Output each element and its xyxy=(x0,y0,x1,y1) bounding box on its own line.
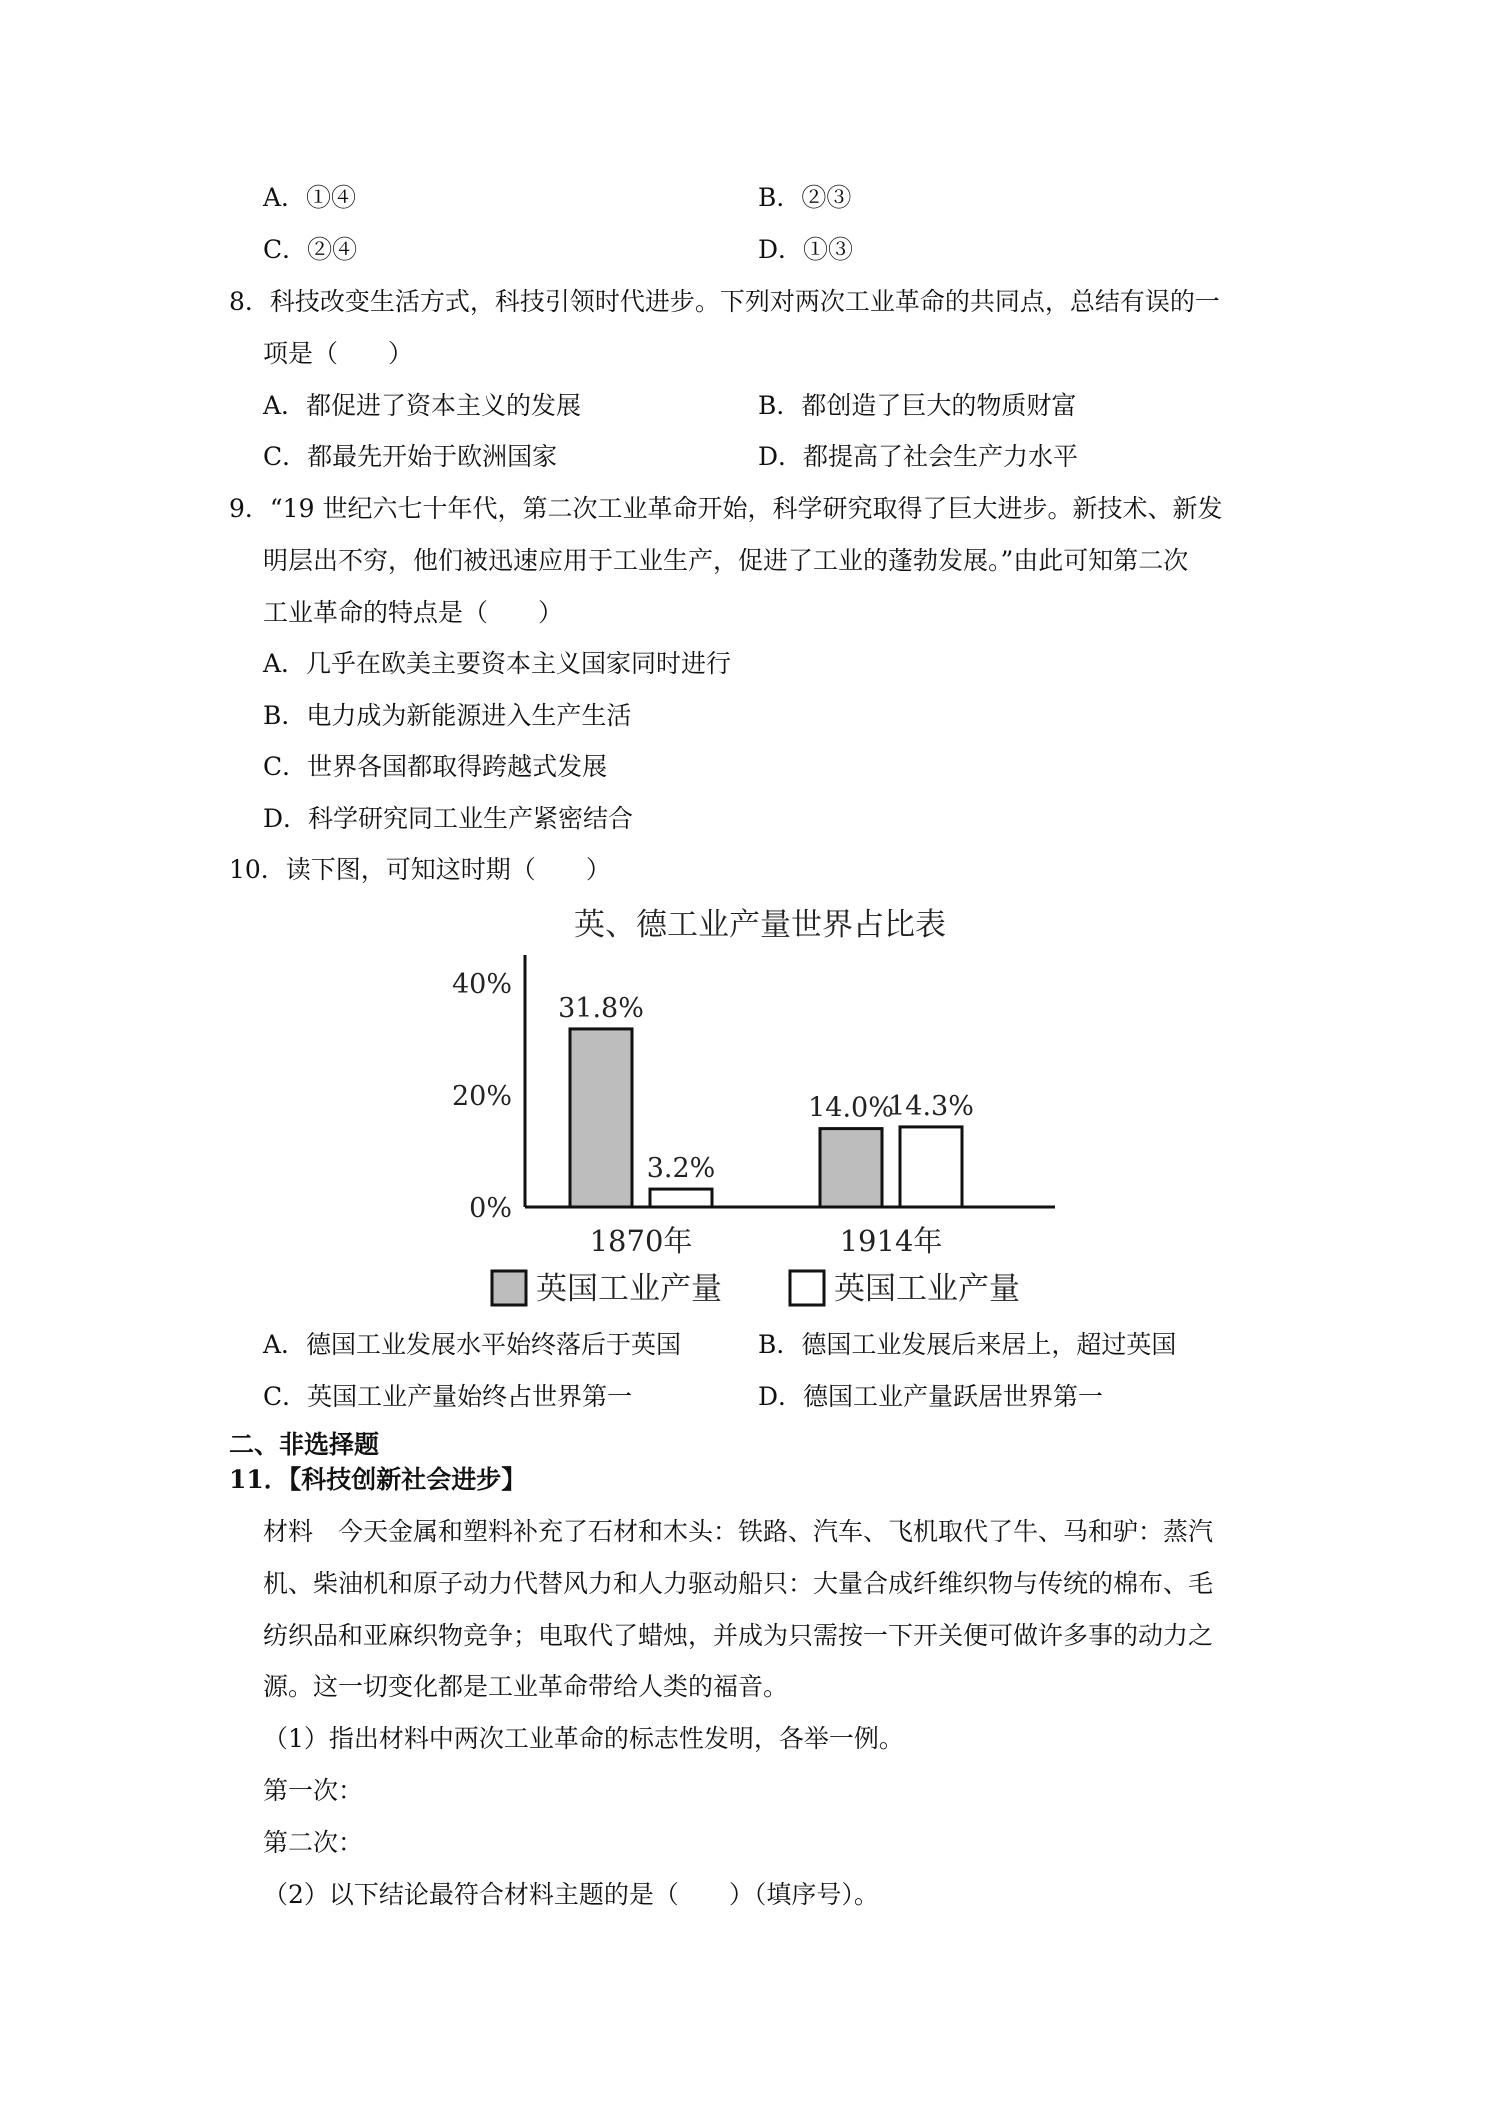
q8-stem-line1: 8．科技改变生活方式，科技引领时代进步。下列对两次工业革命的共同点，总结有误的一 xyxy=(229,287,1220,316)
bar xyxy=(650,1189,712,1207)
q10-option-a: A．德国工业发展水平始终落后于英国 xyxy=(263,1330,682,1359)
q11-subquestion-2: （2）以下结论最符合材料主题的是（ ）（填序号）。 xyxy=(263,1880,879,1909)
y-tick-label: 20% xyxy=(451,1081,512,1112)
q9-option-b: B．电力成为新能源进入生产生活 xyxy=(263,701,632,730)
q11-material-line3: 纺织品和亚麻织物竞争；电取代了蜡烛，并成为只需按一下开关便可做许多事的动力之 xyxy=(263,1621,1214,1650)
bar-data-label: 3.2% xyxy=(646,1153,716,1185)
q11-second-answer-label: 第二次： xyxy=(263,1828,364,1857)
q8-stem-line2: 项是（ ） xyxy=(263,339,414,368)
legend-swatch xyxy=(790,1271,824,1305)
q7-option-a: A．①④ xyxy=(263,183,357,212)
q11-first-answer-label: 第一次： xyxy=(263,1776,364,1805)
bar xyxy=(820,1129,882,1207)
q8-option-a: A．都促进了资本主义的发展 xyxy=(263,391,582,420)
x-tick-labels xyxy=(590,1224,943,1258)
q7-option-c: C．②④ xyxy=(263,235,358,264)
q11-material-line2: 机、柴油机和原子动力代替风力和人力驱动船只：大量合成纤维织物与传统的棉布、毛 xyxy=(263,1569,1214,1598)
y-tick-labels xyxy=(452,969,512,1224)
q7-option-d: D．①③ xyxy=(758,235,854,264)
q10-option-b: B．德国工业发展后来居上，超过英国 xyxy=(758,1330,1177,1359)
q11-material-line4: 源。这一切变化都是工业革命带给人类的福音。 xyxy=(263,1672,789,1701)
q10-option-d: D．德国工业产量跃居世界第一 xyxy=(758,1382,1104,1411)
q7-option-b: B．②③ xyxy=(758,183,852,212)
x-tick-label: 1870年 xyxy=(589,1224,693,1258)
bar-data-label: 14.0% xyxy=(808,1092,894,1124)
legend-label: 英国工业产量 xyxy=(536,1271,722,1307)
q8-option-b: B．都创造了巨大的物质财富 xyxy=(758,391,1077,420)
q11-title: 11．【科技创新社会进步】 xyxy=(229,1465,527,1494)
bar-data-label: 14.3% xyxy=(888,1090,974,1122)
q9-stem-line3: 工业革命的特点是（ ） xyxy=(263,598,564,627)
bar xyxy=(570,1029,632,1207)
industrial-output-chart xyxy=(430,895,1090,1325)
y-tick-label: 40% xyxy=(451,969,512,1000)
q9-option-d: D．科学研究同工业生产紧密结合 xyxy=(263,804,634,833)
q9-option-c: C．世界各国都取得跨越式发展 xyxy=(263,752,608,781)
q9-stem-line2: 明层出不穷，他们被迅速应用于工业生产，促进了工业的蓬勃发展。”由此可知第二次 xyxy=(263,546,1189,575)
bar xyxy=(900,1127,962,1207)
q8-option-c: C．都最先开始于欧洲国家 xyxy=(263,442,558,471)
x-tick-label: 1914年 xyxy=(839,1224,943,1258)
q9-option-a: A．几乎在欧美主要资本主义国家同时进行 xyxy=(263,649,732,678)
section-heading: 二、非选择题 xyxy=(229,1430,380,1459)
y-tick-label: 0% xyxy=(469,1193,512,1224)
q10-option-c: C．英国工业产量始终占世界第一 xyxy=(263,1382,633,1411)
legend-label: 英国工业产量 xyxy=(834,1271,1020,1307)
chart-legend xyxy=(492,1271,1020,1307)
chart-title: 英、德工业产量世界占比表 xyxy=(574,907,946,943)
legend-swatch xyxy=(492,1271,526,1305)
chart-svg xyxy=(430,895,1090,1325)
q9-stem-line1: 9．“19 世纪六七十年代，第二次工业革命开始，科学研究取得了巨大进步。新技术、新发 xyxy=(229,494,1223,523)
q11-material-line1: 材料 今天金属和塑料补充了石材和木头：铁路、汽车、飞机取代了牛、马和驴：蒸汽 xyxy=(263,1517,1214,1546)
q11-subquestion-1: （1）指出材料中两次工业革命的标志性发明，各举一例。 xyxy=(263,1724,904,1753)
bar-data-label: 31.8% xyxy=(558,992,644,1024)
q10-stem: 10．读下图，可知这时期（ ） xyxy=(229,855,611,884)
q8-option-d: D．都提高了社会生产力水平 xyxy=(758,442,1079,471)
